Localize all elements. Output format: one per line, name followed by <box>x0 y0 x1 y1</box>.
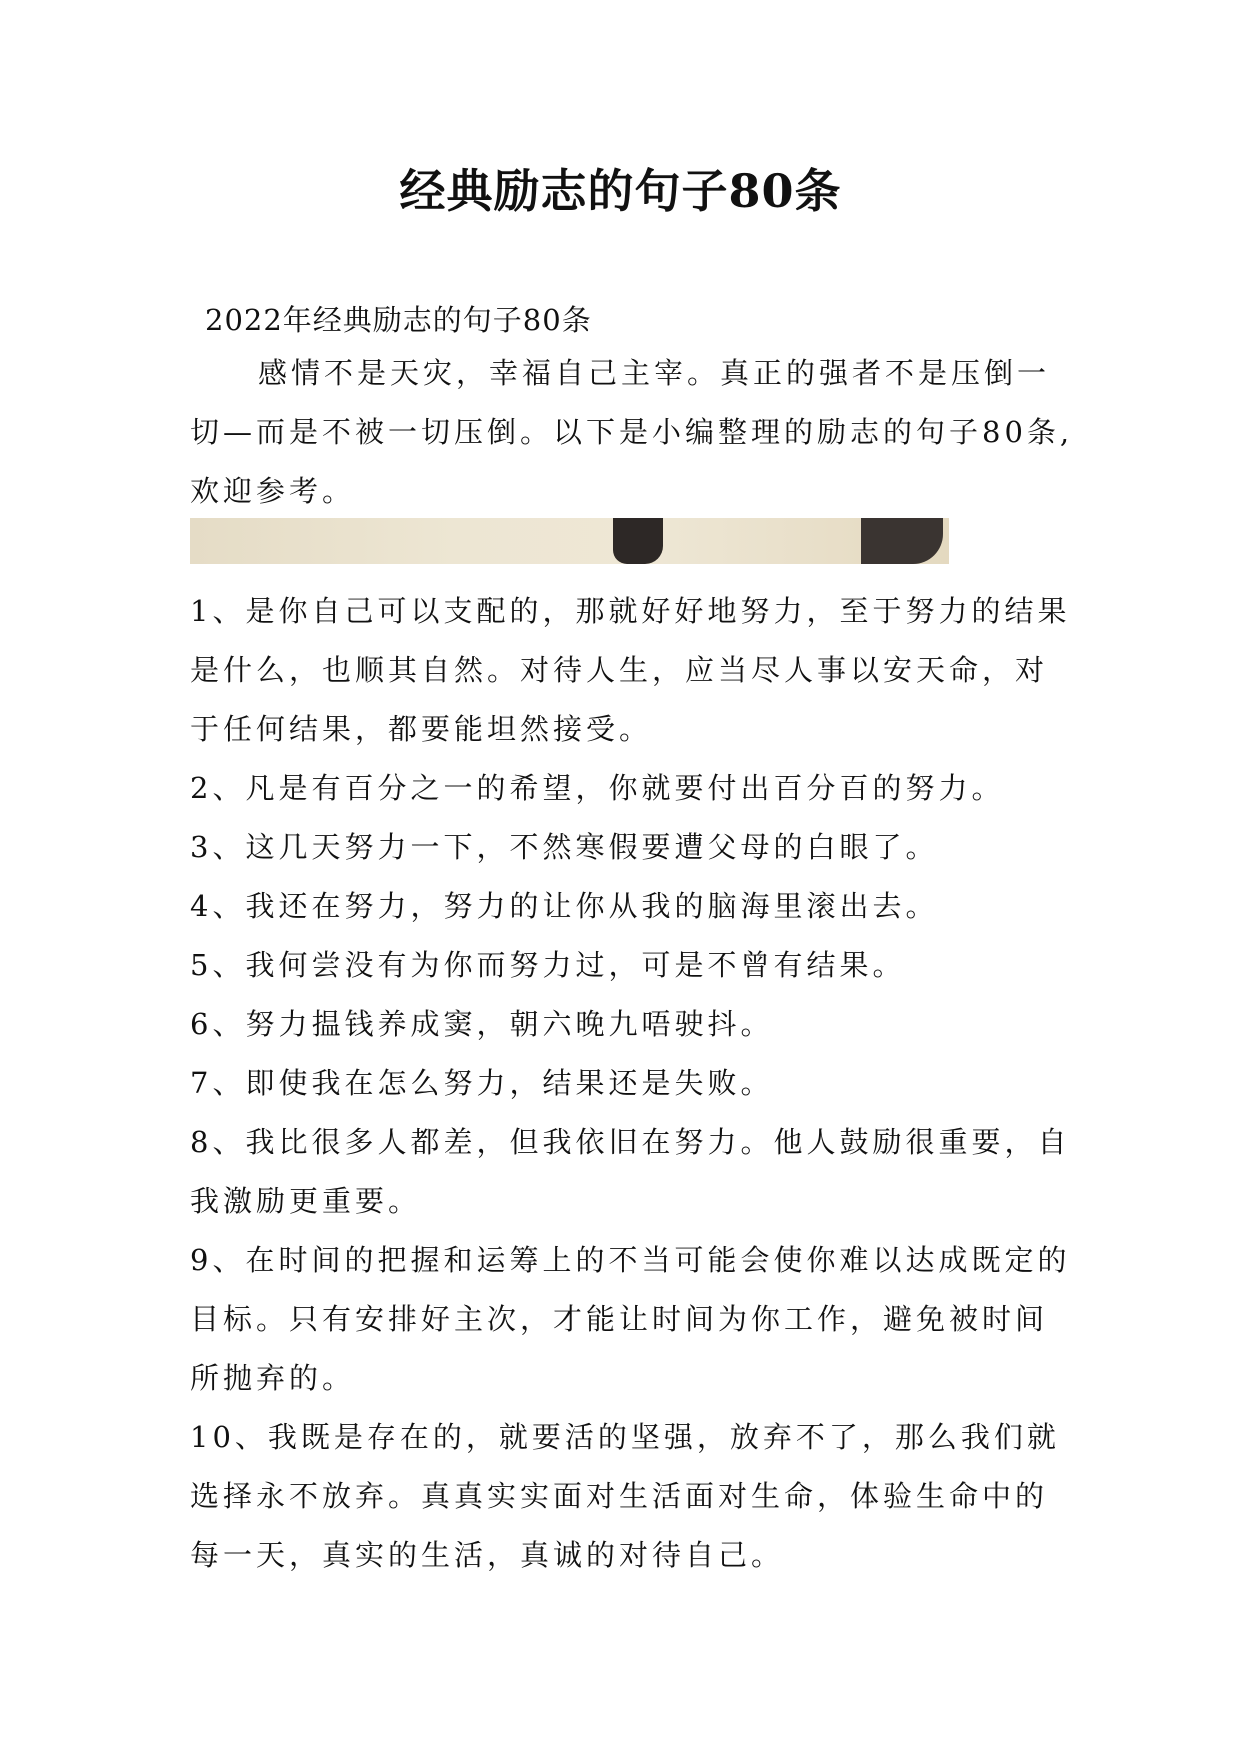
page-title: 经典励志的句子80条 <box>399 164 842 218</box>
list-item: 4、我还在努力，努力的让你从我的脑海里滚出去。 <box>190 889 939 923</box>
list-item: 6、努力揾钱养成窦，朝六晚九唔驶抖。 <box>190 1007 774 1041</box>
document-subtitle: 2022年经典励志的句子80条 <box>205 303 592 337</box>
list-item: 5、我何尝没有为你而努力过，可是不曾有结果。 <box>190 948 906 982</box>
photo-figure-left <box>613 518 663 564</box>
quote-list <box>190 582 1080 1585</box>
list-item: 2、凡是有百分之一的希望，你就要付出百分百的努力。 <box>190 771 1005 805</box>
list-item: 7、即使我在怎么努力，结果还是失败。 <box>190 1066 774 1100</box>
list-item: 9、在时间的把握和运筹上的不当可能会使你难以达成既定的目标。只有安排好主次，才能让时间为你工作，避免被时间所抛弃的。 <box>190 1243 1071 1395</box>
list-item: 3、这几天努力一下，不然寒假要遭父母的白眼了。 <box>190 830 939 864</box>
list-item: 1、是你自己可以支配的，那就好好地努力，至于努力的结果是什么，也顺其自然。对待人生，应当尽人事以安天命，对于任何结果，都要能坦然接受。 <box>190 594 1071 746</box>
intro-paragraph: 感情不是天灾，幸福自己主宰。真正的强者不是压倒一切—而是不被一切压倒。以下是小编整理的励志的句子80条,欢迎参考。 <box>190 356 1074 508</box>
list-item: 8、我比很多人都差，但我依旧在努力。他人鼓励很重要，自我激励更重要。 <box>190 1125 1071 1218</box>
list-item: 10、我既是存在的，就要活的坚强，放弃不了，那么我们就选择永不放弃。真真实实面对生活面对生命，体验生命中的每一天，真实的生活，真诚的对待自己。 <box>190 1420 1060 1572</box>
cropped-photo-strip <box>190 518 949 564</box>
photo-figure-right <box>861 518 943 564</box>
